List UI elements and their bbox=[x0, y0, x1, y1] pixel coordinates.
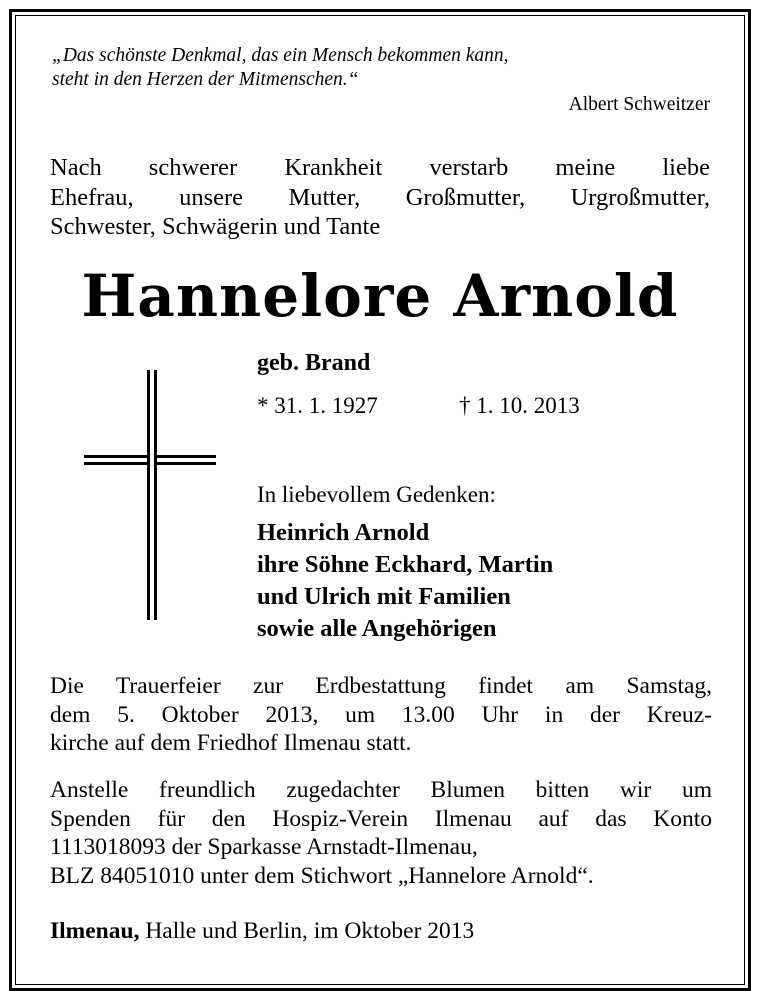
donation-line-4: BLZ 84051010 unter dem Stichwort „Hannelore Arnold“. bbox=[50, 862, 594, 889]
cross-icon bbox=[80, 370, 220, 620]
donation-line-3: 1113018093 der Sparkasse Arnstadt-Ilmenau, bbox=[50, 834, 478, 860]
mourner-line: sowie alle Angehörigen bbox=[257, 615, 497, 642]
death-date: † 1. 10. 2013 bbox=[459, 393, 580, 418]
maiden-name: geb. Brand bbox=[257, 350, 371, 376]
deceased-name: Hannelore Arnold bbox=[81, 262, 679, 330]
donation-line-2: Spenden für den Hospiz-Verein Ilmenau auf das Konto bbox=[50, 805, 712, 832]
birth-date: * 31. 1. 1927 bbox=[257, 393, 378, 418]
announcement-line-3: Schwester, Schwägerin und Tante bbox=[50, 213, 381, 240]
closing-line bbox=[50, 918, 474, 945]
mourner-line: und Ulrich mit Familien bbox=[257, 583, 511, 610]
quote-line-1: „Das schönste Denkmal, das ein Mensch bekommen kann, bbox=[52, 45, 509, 66]
mourner-line: ihre Söhne Eckhard, Martin bbox=[257, 551, 554, 578]
ceremony-line-3: kirche auf dem Friedhof Ilmenau statt. bbox=[50, 730, 412, 756]
quote-line-2: steht in den Herzen der Mitmenschen.“ bbox=[52, 69, 359, 90]
quote bbox=[52, 44, 702, 92]
quote-author: Albert Schweitzer bbox=[568, 94, 710, 115]
closing-place: Ilmenau, bbox=[50, 918, 140, 944]
announcement-line-2: Ehefrau, unsere Mutter, Großmutter, Urgroßmutter, bbox=[50, 183, 710, 211]
announcement-line-1: Nach schwerer Krankheit verstarb meine liebe bbox=[50, 154, 710, 181]
ceremony-text bbox=[50, 672, 712, 758]
ceremony-line-2: dem 5. Oktober 2013, um 13.00 Uhr in der Kreuz- bbox=[50, 701, 712, 728]
mourners-list bbox=[257, 517, 553, 645]
announcement-text bbox=[50, 153, 710, 242]
donation-text bbox=[50, 776, 712, 890]
closing-rest: Halle und Berlin, im Oktober 2013 bbox=[139, 918, 475, 944]
ceremony-line-1: Die Trauerfeier zur Erdbestattung findet am Samstag, bbox=[50, 673, 712, 699]
donation-line-1: Anstelle freundlich zugedachter Blumen bitten wir um bbox=[50, 777, 712, 803]
mourner-line: Heinrich Arnold bbox=[257, 519, 430, 546]
memory-intro: In liebevollem Gedenken: bbox=[257, 482, 496, 507]
